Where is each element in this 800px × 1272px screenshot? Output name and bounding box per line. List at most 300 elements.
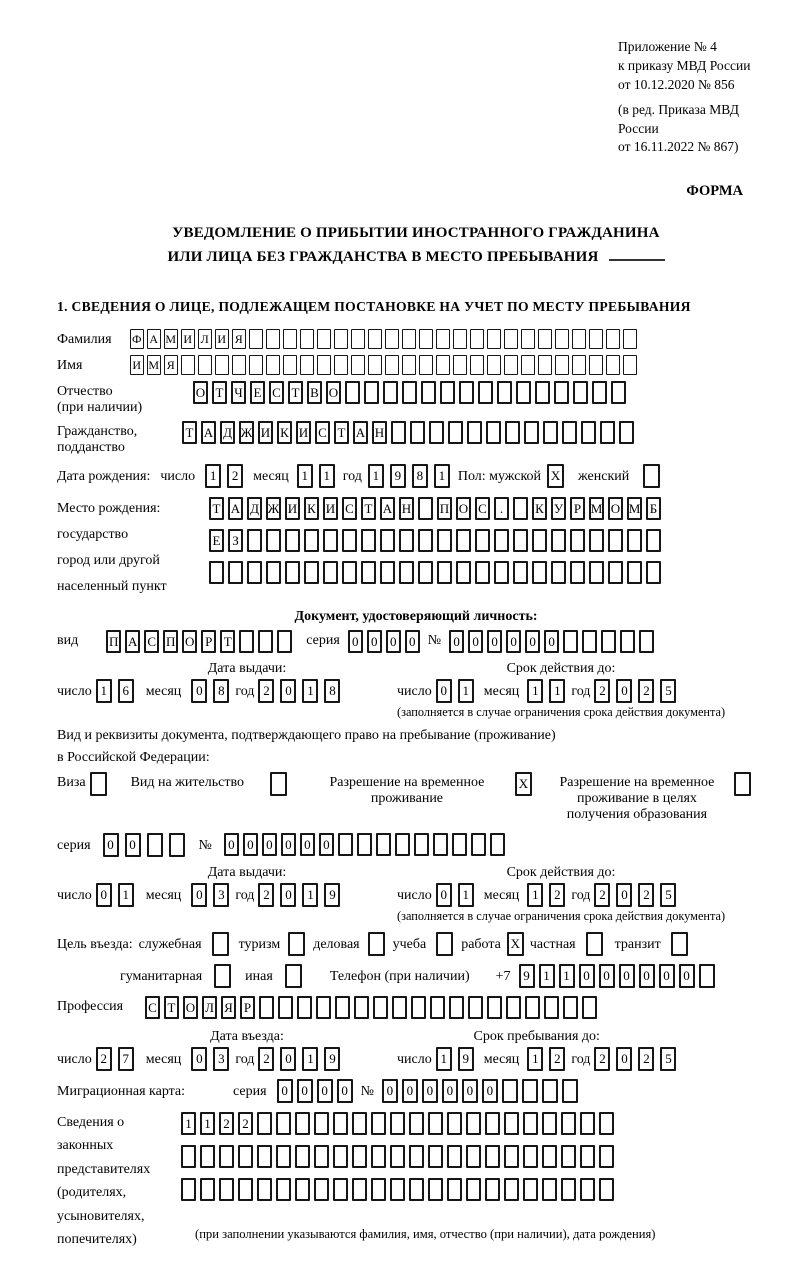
doc-issue-year-grid[interactable] (258, 679, 340, 703)
form-cell[interactable]: И (296, 421, 311, 444)
form-cell[interactable] (523, 1145, 538, 1168)
form-cell[interactable]: П (163, 630, 178, 653)
form-cell[interactable] (276, 1178, 291, 1201)
form-cell[interactable] (391, 421, 406, 444)
form-cell[interactable]: У (551, 497, 566, 520)
form-cell[interactable] (699, 964, 715, 988)
form-cell[interactable]: 0 (277, 1079, 293, 1103)
form-cell[interactable]: И (285, 497, 300, 520)
form-cell[interactable] (504, 329, 518, 349)
form-cell[interactable] (399, 561, 414, 584)
form-cell[interactable] (516, 381, 531, 404)
form-cell[interactable]: Т (361, 497, 376, 520)
form-cell[interactable]: П (106, 630, 121, 653)
entry-year-grid[interactable] (258, 1047, 340, 1071)
form-cell[interactable] (368, 329, 382, 349)
form-cell[interactable]: Т (164, 996, 179, 1019)
form-cell[interactable]: 0 (402, 1079, 418, 1103)
form-cell[interactable]: 1 (302, 1047, 318, 1071)
form-cell[interactable] (304, 561, 319, 584)
form-cell[interactable]: 2 (258, 1047, 274, 1071)
form-cell[interactable]: 9 (390, 464, 406, 488)
form-cell[interactable] (447, 1112, 462, 1135)
form-cell[interactable]: 0 (191, 679, 207, 703)
residence-valid-year-grid[interactable] (594, 883, 676, 907)
form-cell[interactable]: М (164, 329, 178, 349)
sex-female-checkbox[interactable] (643, 464, 660, 488)
form-cell[interactable] (334, 355, 348, 375)
form-cell[interactable]: С (269, 381, 284, 404)
form-cell[interactable] (589, 529, 604, 552)
form-cell[interactable]: А (380, 497, 395, 520)
phone-grid[interactable] (519, 964, 715, 988)
form-cell[interactable] (357, 833, 372, 856)
form-cell[interactable] (419, 329, 433, 349)
form-cell[interactable] (314, 1112, 329, 1135)
form-cell[interactable]: 0 (422, 1079, 438, 1103)
form-cell[interactable]: 8 (324, 679, 340, 703)
form-cell[interactable] (371, 1145, 386, 1168)
form-cell[interactable] (418, 529, 433, 552)
form-cell[interactable] (523, 1178, 538, 1201)
form-cell[interactable]: 2 (96, 1047, 112, 1071)
form-cell[interactable] (506, 996, 521, 1019)
form-cell[interactable]: 0 (616, 1047, 632, 1071)
form-cell[interactable] (436, 355, 450, 375)
form-cell[interactable] (608, 529, 623, 552)
form-cell[interactable]: 7 (118, 1047, 134, 1071)
form-cell[interactable] (485, 1178, 500, 1201)
form-cell[interactable] (535, 381, 550, 404)
temp-residence-education-checkbox[interactable] (734, 772, 751, 796)
doc-number-grid[interactable] (449, 630, 654, 653)
form-cell[interactable] (266, 529, 281, 552)
form-cell[interactable] (323, 561, 338, 584)
form-cell[interactable] (428, 1178, 443, 1201)
form-cell[interactable] (589, 561, 604, 584)
form-cell[interactable]: Т (212, 381, 227, 404)
migration-series-grid[interactable] (277, 1079, 353, 1103)
form-cell[interactable] (419, 355, 433, 375)
form-cell[interactable]: Е (250, 381, 265, 404)
form-cell[interactable]: А (353, 421, 368, 444)
form-cell[interactable] (619, 421, 634, 444)
form-cell[interactable]: О (456, 497, 471, 520)
form-cell[interactable] (627, 561, 642, 584)
form-cell[interactable] (467, 421, 482, 444)
profession-grid[interactable] (145, 996, 597, 1019)
form-cell[interactable] (475, 561, 490, 584)
form-cell[interactable] (555, 329, 569, 349)
form-cell[interactable] (200, 1145, 215, 1168)
form-cell[interactable] (352, 1178, 367, 1201)
form-cell[interactable] (247, 561, 262, 584)
form-cell[interactable] (200, 1178, 215, 1201)
form-cell[interactable]: Т (288, 381, 303, 404)
form-cell[interactable]: О (182, 630, 197, 653)
form-cell[interactable]: 0 (616, 883, 632, 907)
form-cell[interactable]: 0 (449, 630, 464, 653)
form-cell[interactable] (437, 529, 452, 552)
form-cell[interactable]: Т (182, 421, 197, 444)
form-cell[interactable] (563, 630, 578, 653)
form-cell[interactable]: И (130, 355, 144, 375)
form-cell[interactable]: 1 (458, 679, 474, 703)
form-cell[interactable]: 1 (434, 464, 450, 488)
form-cell[interactable]: 2 (549, 883, 565, 907)
form-cell[interactable]: 0 (436, 679, 452, 703)
form-cell[interactable] (295, 1112, 310, 1135)
form-cell[interactable]: 0 (348, 630, 363, 653)
form-cell[interactable] (573, 381, 588, 404)
form-cell[interactable] (219, 1145, 234, 1168)
form-cell[interactable]: 2 (594, 679, 610, 703)
form-cell[interactable]: 0 (103, 833, 119, 857)
form-cell[interactable] (600, 421, 615, 444)
form-cell[interactable] (599, 1145, 614, 1168)
temp-residence-checkbox[interactable] (515, 772, 532, 796)
form-cell[interactable]: О (608, 497, 623, 520)
form-cell[interactable] (456, 561, 471, 584)
form-cell[interactable]: X (547, 464, 564, 488)
form-cell[interactable]: С (342, 497, 357, 520)
form-cell[interactable] (532, 561, 547, 584)
form-cell[interactable] (228, 561, 243, 584)
form-cell[interactable] (466, 1112, 481, 1135)
form-cell[interactable]: 0 (405, 630, 420, 653)
form-cell[interactable] (409, 1178, 424, 1201)
form-cell[interactable] (561, 1178, 576, 1201)
form-cell[interactable]: 0 (616, 679, 632, 703)
form-cell[interactable] (487, 996, 502, 1019)
form-cell[interactable] (238, 1178, 253, 1201)
form-cell[interactable] (276, 1112, 291, 1135)
form-cell[interactable] (181, 1178, 196, 1201)
form-cell[interactable] (212, 932, 229, 956)
form-cell[interactable] (430, 996, 445, 1019)
form-cell[interactable]: 0 (224, 833, 239, 856)
form-cell[interactable] (456, 529, 471, 552)
form-cell[interactable] (522, 1079, 538, 1103)
form-cell[interactable] (487, 329, 501, 349)
form-cell[interactable] (409, 1112, 424, 1135)
form-cell[interactable]: 0 (506, 630, 521, 653)
form-cell[interactable] (300, 355, 314, 375)
form-cell[interactable]: О (193, 381, 208, 404)
form-cell[interactable] (392, 996, 407, 1019)
form-cell[interactable]: 0 (191, 1047, 207, 1071)
form-cell[interactable] (352, 1145, 367, 1168)
form-cell[interactable]: К (277, 421, 292, 444)
form-cell[interactable] (314, 1178, 329, 1201)
form-cell[interactable] (409, 1145, 424, 1168)
residence-issue-month-grid[interactable] (191, 883, 229, 907)
form-cell[interactable] (314, 1145, 329, 1168)
doc-issue-day-grid[interactable] (96, 679, 134, 703)
form-cell[interactable] (494, 529, 509, 552)
form-cell[interactable] (620, 630, 635, 653)
form-cell[interactable]: 2 (638, 679, 654, 703)
form-cell[interactable] (385, 355, 399, 375)
form-cell[interactable] (436, 932, 453, 956)
sex-male-checkbox[interactable] (547, 464, 564, 488)
representatives-grid-row2[interactable] (181, 1145, 655, 1168)
form-cell[interactable]: 0 (679, 964, 695, 988)
form-cell[interactable] (582, 996, 597, 1019)
form-cell[interactable] (734, 772, 751, 796)
form-cell[interactable]: 0 (191, 883, 207, 907)
form-cell[interactable]: 2 (219, 1112, 234, 1135)
purpose-commercial-checkbox[interactable] (368, 932, 385, 956)
form-cell[interactable] (504, 355, 518, 375)
form-cell[interactable] (351, 355, 365, 375)
form-cell[interactable] (494, 561, 509, 584)
firstname-grid[interactable] (130, 355, 637, 375)
form-cell[interactable] (371, 1178, 386, 1201)
form-cell[interactable]: Т (220, 630, 235, 653)
form-cell[interactable] (410, 421, 425, 444)
form-cell[interactable] (402, 381, 417, 404)
residence-issue-day-grid[interactable] (96, 883, 134, 907)
form-cell[interactable] (521, 355, 535, 375)
form-cell[interactable] (542, 1112, 557, 1135)
form-cell[interactable]: 5 (660, 679, 676, 703)
form-cell[interactable] (239, 630, 254, 653)
form-cell[interactable] (542, 1079, 558, 1103)
form-cell[interactable] (440, 381, 455, 404)
form-cell[interactable] (589, 329, 603, 349)
form-cell[interactable]: В (307, 381, 322, 404)
form-cell[interactable] (276, 1145, 291, 1168)
form-cell[interactable]: 1 (527, 679, 543, 703)
form-cell[interactable] (295, 1178, 310, 1201)
form-cell[interactable]: 1 (549, 679, 565, 703)
residence-number-grid[interactable] (224, 833, 505, 856)
form-cell[interactable] (352, 1112, 367, 1135)
form-cell[interactable] (505, 421, 520, 444)
entry-month-grid[interactable] (191, 1047, 229, 1071)
form-cell[interactable]: 2 (227, 464, 243, 488)
form-cell[interactable]: Д (220, 421, 235, 444)
form-cell[interactable] (523, 1112, 538, 1135)
form-cell[interactable]: 1 (458, 883, 474, 907)
form-cell[interactable] (342, 561, 357, 584)
form-cell[interactable]: Ж (266, 497, 281, 520)
form-cell[interactable] (317, 329, 331, 349)
form-cell[interactable] (542, 1178, 557, 1201)
form-cell[interactable] (490, 833, 505, 856)
form-cell[interactable]: Я (164, 355, 178, 375)
form-cell[interactable]: Р (570, 497, 585, 520)
form-cell[interactable]: 2 (594, 883, 610, 907)
form-cell[interactable] (351, 329, 365, 349)
form-cell[interactable] (524, 421, 539, 444)
form-cell[interactable] (606, 355, 620, 375)
form-cell[interactable] (380, 561, 395, 584)
form-cell[interactable]: Т (209, 497, 224, 520)
form-cell[interactable]: 1 (319, 464, 335, 488)
form-cell[interactable]: 1 (297, 464, 313, 488)
form-cell[interactable] (513, 497, 528, 520)
form-cell[interactable] (470, 329, 484, 349)
form-cell[interactable] (414, 833, 429, 856)
form-cell[interactable]: 0 (125, 833, 141, 857)
form-cell[interactable] (338, 833, 353, 856)
form-cell[interactable] (376, 833, 391, 856)
form-cell[interactable] (487, 355, 501, 375)
form-cell[interactable] (257, 1145, 272, 1168)
form-cell[interactable]: 5 (660, 883, 676, 907)
form-cell[interactable] (277, 630, 292, 653)
form-cell[interactable] (399, 529, 414, 552)
form-cell[interactable] (429, 421, 444, 444)
form-cell[interactable] (504, 1178, 519, 1201)
form-cell[interactable] (270, 772, 287, 796)
form-cell[interactable]: 2 (238, 1112, 253, 1135)
form-cell[interactable] (364, 381, 379, 404)
form-cell[interactable]: 1 (436, 1047, 452, 1071)
form-cell[interactable]: 0 (382, 1079, 398, 1103)
form-cell[interactable]: 1 (302, 679, 318, 703)
form-cell[interactable]: 0 (639, 964, 655, 988)
form-cell[interactable] (606, 329, 620, 349)
form-cell[interactable] (283, 355, 297, 375)
form-cell[interactable] (542, 1145, 557, 1168)
form-cell[interactable] (249, 355, 263, 375)
form-cell[interactable]: 2 (638, 1047, 654, 1071)
form-cell[interactable] (380, 529, 395, 552)
form-cell[interactable] (258, 630, 273, 653)
birth-place-grid-row2[interactable] (209, 529, 661, 552)
form-cell[interactable]: С (315, 421, 330, 444)
form-cell[interactable] (288, 932, 305, 956)
purpose-tourism-checkbox[interactable] (288, 932, 305, 956)
form-cell[interactable] (513, 529, 528, 552)
doc-issue-month-grid[interactable] (191, 679, 229, 703)
form-cell[interactable] (486, 421, 501, 444)
form-cell[interactable]: Е (209, 529, 224, 552)
form-cell[interactable]: 0 (280, 883, 296, 907)
form-cell[interactable]: З (228, 529, 243, 552)
form-cell[interactable] (521, 329, 535, 349)
form-cell[interactable] (385, 329, 399, 349)
form-cell[interactable] (502, 1079, 518, 1103)
birth-day-grid[interactable] (205, 464, 243, 488)
form-cell[interactable] (428, 1145, 443, 1168)
form-cell[interactable]: 0 (619, 964, 635, 988)
form-cell[interactable] (466, 1145, 481, 1168)
form-cell[interactable] (453, 355, 467, 375)
form-cell[interactable]: 8 (412, 464, 428, 488)
form-cell[interactable] (198, 355, 212, 375)
form-cell[interactable]: 0 (436, 883, 452, 907)
form-cell[interactable] (257, 1178, 272, 1201)
form-cell[interactable]: 1 (539, 964, 555, 988)
form-cell[interactable] (623, 355, 637, 375)
form-cell[interactable] (147, 833, 163, 857)
form-cell[interactable]: 5 (660, 1047, 676, 1071)
form-cell[interactable] (421, 381, 436, 404)
form-cell[interactable]: И (258, 421, 273, 444)
form-cell[interactable] (390, 1178, 405, 1201)
form-cell[interactable]: И (323, 497, 338, 520)
form-cell[interactable] (453, 329, 467, 349)
form-cell[interactable]: 1 (527, 1047, 543, 1071)
form-cell[interactable] (562, 421, 577, 444)
form-cell[interactable]: 9 (458, 1047, 474, 1071)
form-cell[interactable] (570, 529, 585, 552)
residence-permit-checkbox[interactable] (270, 772, 287, 796)
form-cell[interactable]: Ж (239, 421, 254, 444)
form-cell[interactable] (285, 529, 300, 552)
form-cell[interactable] (433, 833, 448, 856)
form-cell[interactable]: М (589, 497, 604, 520)
form-cell[interactable] (452, 833, 467, 856)
form-cell[interactable]: 0 (659, 964, 675, 988)
form-cell[interactable] (90, 772, 107, 796)
purpose-work-checkbox[interactable] (507, 932, 524, 956)
form-cell[interactable]: М (147, 355, 161, 375)
form-cell[interactable]: 3 (213, 1047, 229, 1071)
form-cell[interactable] (478, 381, 493, 404)
form-cell[interactable] (249, 329, 263, 349)
form-cell[interactable] (646, 529, 661, 552)
form-cell[interactable] (257, 1112, 272, 1135)
representatives-grid-row1[interactable] (181, 1112, 655, 1135)
form-cell[interactable] (580, 1145, 595, 1168)
form-cell[interactable]: 2 (258, 883, 274, 907)
form-cell[interactable] (563, 996, 578, 1019)
form-cell[interactable] (333, 1145, 348, 1168)
form-cell[interactable]: 1 (559, 964, 575, 988)
form-cell[interactable] (390, 1112, 405, 1135)
patronymic-grid[interactable] (193, 381, 626, 404)
form-cell[interactable] (334, 329, 348, 349)
form-cell[interactable] (580, 1178, 595, 1201)
form-cell[interactable] (448, 421, 463, 444)
form-cell[interactable]: 1 (181, 1112, 196, 1135)
form-cell[interactable]: 1 (205, 464, 221, 488)
form-cell[interactable] (572, 355, 586, 375)
form-cell[interactable] (599, 1112, 614, 1135)
purpose-business-checkbox[interactable] (212, 932, 229, 956)
form-cell[interactable]: 2 (594, 1047, 610, 1071)
form-cell[interactable] (395, 833, 410, 856)
entry-day-grid[interactable] (96, 1047, 134, 1071)
form-cell[interactable]: 0 (579, 964, 595, 988)
form-cell[interactable] (525, 996, 540, 1019)
form-cell[interactable]: 6 (118, 679, 134, 703)
form-cell[interactable] (266, 355, 280, 375)
form-cell[interactable] (592, 381, 607, 404)
form-cell[interactable] (333, 1178, 348, 1201)
form-cell[interactable] (335, 996, 350, 1019)
form-cell[interactable]: 1 (368, 464, 384, 488)
form-cell[interactable] (582, 630, 597, 653)
form-cell[interactable]: О (183, 996, 198, 1019)
form-cell[interactable] (333, 1112, 348, 1135)
form-cell[interactable] (418, 561, 433, 584)
residence-series-grid[interactable] (103, 833, 185, 857)
form-cell[interactable] (354, 996, 369, 1019)
form-cell[interactable] (342, 529, 357, 552)
form-cell[interactable]: 0 (262, 833, 277, 856)
form-cell[interactable]: К (304, 497, 319, 520)
form-cell[interactable] (181, 1145, 196, 1168)
form-cell[interactable]: X (507, 932, 524, 956)
form-cell[interactable]: 2 (638, 883, 654, 907)
doc-valid-day-grid[interactable] (436, 679, 474, 703)
